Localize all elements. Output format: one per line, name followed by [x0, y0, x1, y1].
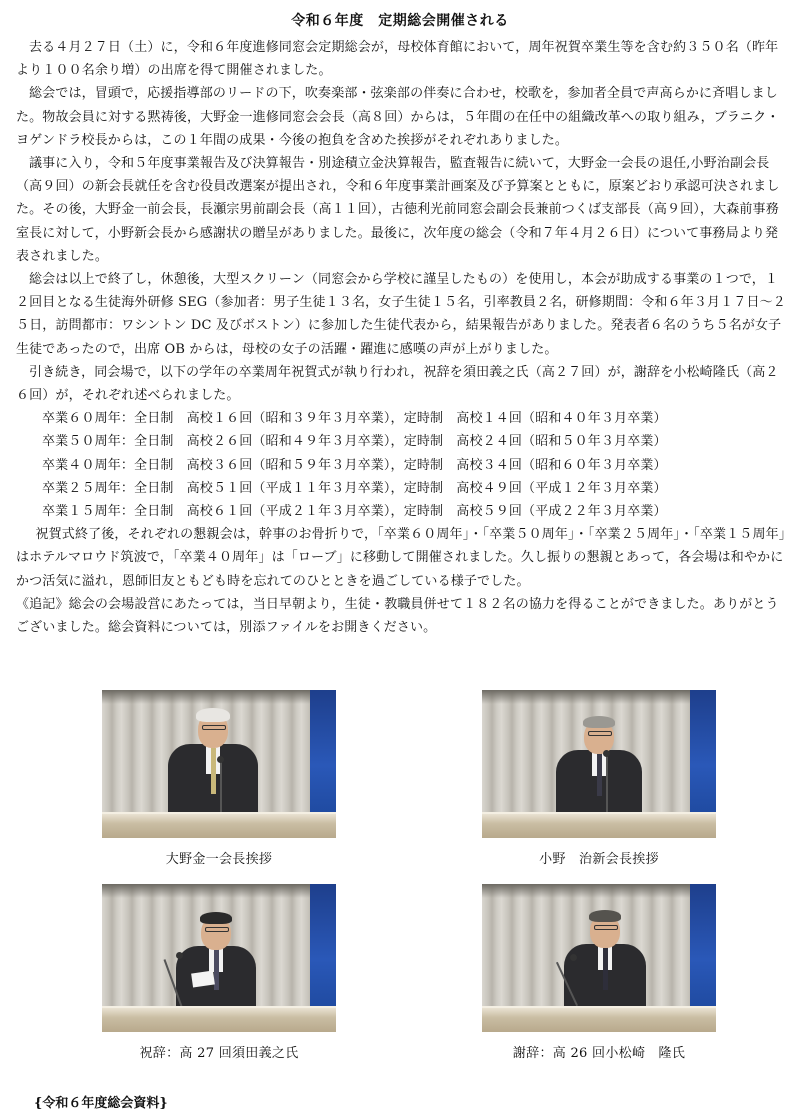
photo-caption: 小野 治新会長挨拶 [539, 852, 659, 867]
paragraph: 議事に入り，令和５年度事業報告及び決算報告・別途積立金決算報告，監査報告に続いて，大野金一会長の退任,小野治副会長（高９回）の新会長就任を含む役員改選案が提出され，令和６年度事業計画案及び予算案とともに，原案どおり承認可決されました。その後，大野金一前会長，長瀬宗男前副会長（高１１回），古徳利光前同窓会副会長兼前つくば支部長（高９回），大森前事務室長に対して，小野新会長から感謝状の贈呈がありました。最後に，次年度の総会（令和７年４月２６日）について事務局より発表されました。 [16, 156, 780, 264]
paragraph: 引き続き，同会場で，以下の学年の卒業周年祝賀式が執り行われ，祝辞を須田義之氏（高２７回）が，謝辞を小松崎隆氏（高２６回）が，それぞれ述べられました。 [16, 364, 779, 404]
photo-caption: 謝辞：高 26 回小松崎 隆氏 [512, 1046, 686, 1061]
photo-caption: 大野金一会長挨拶 [165, 852, 273, 867]
photo-block [102, 884, 336, 1061]
paragraph: 祝賀式終了後，それぞれの懇親会は，幹事のお骨折りで，「卒業６０周年」・「卒業５０周年」・「卒業２５周年」・「卒業１５周年」はホテルマロウド筑波で，「卒業４０周年」は「ローブ」に移動して開催されました。久し振りの懇親とあって，各会場は和やかにかつ活気に溢れ，恩師旧友ともども時を忘れてのひとときを過ごしている様子でした。 [16, 527, 786, 589]
list-item: 卒業１５周年：全日制 高校６１回（平成２１年３月卒業），定時制 高校５９回（平成２２年３月卒業） [42, 504, 667, 520]
list-item: 卒業４０周年：全日制 高校３６回（昭和５９年３月卒業），定時制 高校３４回（昭和６０年３月卒業） [42, 457, 667, 473]
paragraph: 総会では，冒頭で，応援指導部のリードの下，吹奏楽部・弦楽部の伴奏に合わせ，校歌を，参加者全員で声高らかに斉唱しました。物故会員に対する黙祷後，大野金一進修同窓会会長（高８回）からは，５年間の在任中の組織改革への取り組み，ブラニク・ヨゲンドラ校長からは，この１年間の成果・今後の抱負を含めた挨拶がそれぞれありました。 [16, 86, 780, 148]
paragraph: 去る４月２７日（土）に，令和６年度進修同窓会定期総会が，母校体育館において，周年祝賀卒業生等を含む約３５０名（昨年より１００名余り増）の出席を得て開催されました。 [16, 40, 779, 79]
paragraph: 総会は以上で終了し，休憩後，大型スクリーン（同窓会から学校に謹呈したもの）を使用し，本会が助成する事業の１つで，１２回目となる生徒海外研修 SEG（参加者：男子生徒１３名，女子生徒１５名，引率教員２名，研修期間：令和６年３月１７日～２５日，訪問都市：ワシントン DC 及びボストン）に参加した生徒代表から，結果報告がありました。発表者６名のうち５名が女子生徒であったので，出席 OB からは，母校の女子の活躍・躍進に感嘆の声が上がりました。 [16, 272, 786, 357]
list-item: 卒業５０周年：全日制 高校２６回（昭和４９年３月卒業），定時制 高校２４回（昭和５０年３月卒業） [42, 434, 667, 450]
photo-block [482, 690, 716, 867]
photo-block [102, 690, 336, 867]
photo-caption: 祝辞：高 27 回須田義之氏 [139, 1046, 299, 1061]
speaker-photo [102, 884, 336, 1032]
list-item: 卒業６０周年：全日制 高校１６回（昭和３９年３月卒業），定時制 高校１４回（昭和４０年３月卒業） [42, 411, 667, 427]
article-body [16, 36, 788, 639]
attachment-link[interactable]: {令和６年度総会資料} [34, 1096, 168, 1111]
page-title: 令和６年度 定期総会開催される [291, 13, 509, 29]
graduation-anniversary-list [16, 407, 788, 523]
speaker-photo [482, 690, 716, 838]
photo-block [482, 884, 716, 1061]
speaker-photo [102, 690, 336, 838]
speaker-photo [482, 884, 716, 1032]
postscript-paragraph: 《追記》総会の会場設営にあたっては，当日早朝より，生徒・教職員併せて１８２名の協力を得ることができました。ありがとうございました。総会資料については，別添ファイルをお開きください。 [16, 596, 779, 636]
list-item: 卒業２５周年：全日制 高校５１回（平成１１年３月卒業），定時制 高校４９回（平成１２年３月卒業） [42, 480, 667, 496]
